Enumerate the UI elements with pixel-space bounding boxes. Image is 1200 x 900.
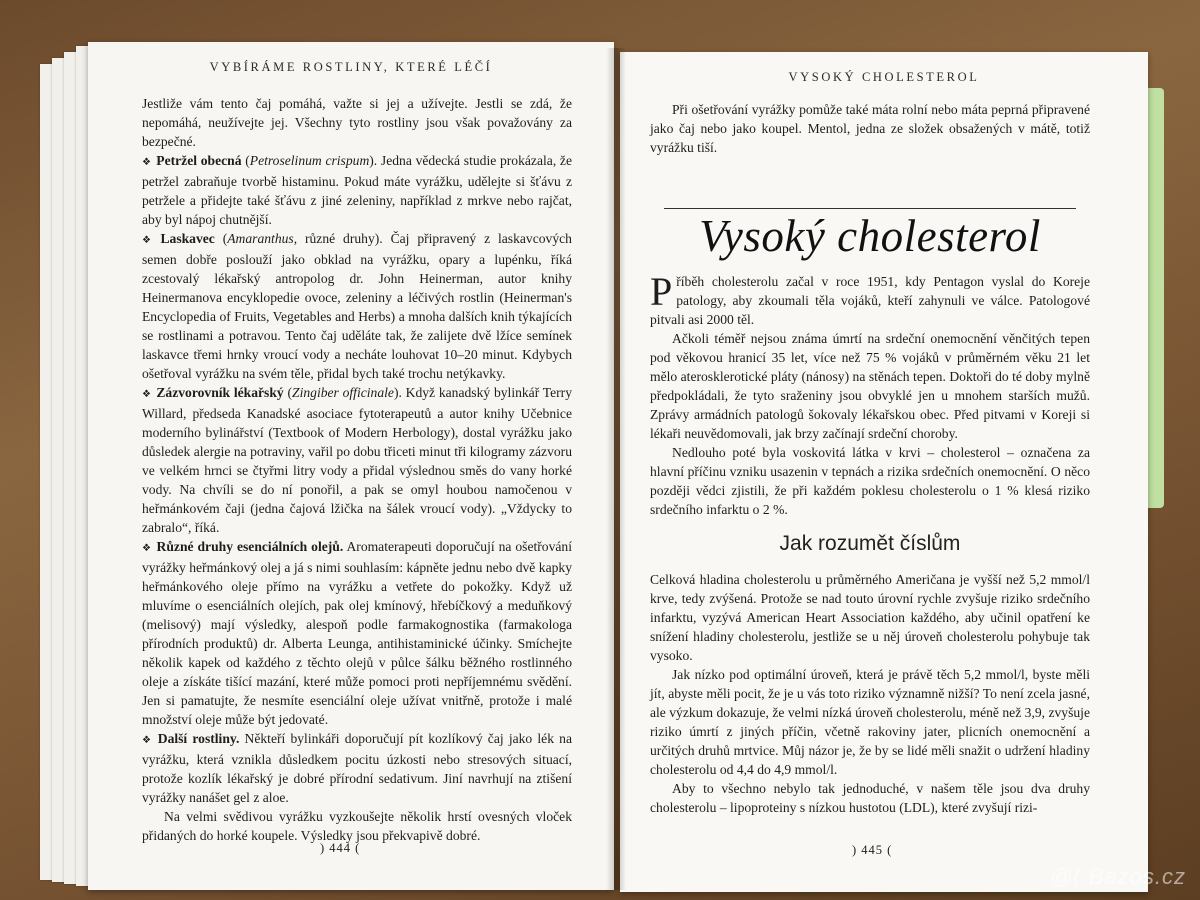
right-intro-paragraph: Při ošetřování vyrážky pomůže také máta rolní nebo máta peprná připravené jako čaj nebo jako koupel. Mentol, jedna ze složek obsažených v mátě, totiž vyrážku tiší. (650, 102, 1090, 155)
herb-entry-ginger: ❖ Zázvorovník lékařský (Zingiber officinale). Když kanadský bylinkář Terry Willard, předseda Kanadské asociace fytoterapeutů a autor knihy Učebnice moderního bylinářství (Textbook of Modern Herbology), dostal vyrážku jako důsledek alergie na potraviny, vařil po dobu třiceti minut tři kilogramy zázvoru ve velkém hrnci se čtyřmi litry vody a přidal výslednou směs do vany horké vody. Na chvíli se do ní ponořil, a pak se omyl houbou namočenou v heřmánkovém čaji (jedna čajová lžička na šálek vroucí vody). „Vždycky to zabralo“, říká. (142, 385, 572, 535)
section-paragraph: Jak nízko pod optimální úroveň, která je právě těch 5,2 mmol/l, byste měli jít, abyste měli pocit, že je u vás toto riziko významně nižší? To není zcela jasné, ale výzkum dokazuje, že velmi nízká úroveň cholesterolu, méně než 3,9, zvyšuje riziko úmrtí z jiných příčin, včetně rakoviny jater, plicních onemocnění a určitých druhů mrtvice. Můj názor je, že by se lidé měli snažit o udržení hladiny cholesterolu od 4,4 do 4,9 mmol/l. (650, 667, 1090, 777)
left-closing-paragraph: Na velmi svědivou vyrážku vyzkoušejte několik hrstí ovesných vloček přidaných do horké koupele. Výsledky jsou překvapivě dobré. (142, 809, 572, 843)
bullet-icon: ❖ (142, 235, 156, 246)
left-running-head: VYBÍRÁME ROSTLINY, KTERÉ LÉČÍ (209, 60, 493, 74)
book-gutter-shadow (606, 48, 626, 890)
bullet-icon: ❖ (142, 735, 153, 746)
chapter-title: Vysoký cholesterol (699, 211, 1041, 261)
section-paragraph: Celková hladina cholesterolu u průměrného Američana je vyšší než 5,2 mmol/l krve, tedy zvýšená. Protože se nad touto úrovní rychle zvyšuje riziko srdečního infarktu, vyzývá American Heart Association každého, aby učinil opatření ke snížení hladiny cholesterolu, jestliže se u něj úroveň cholesterolu pohybuje tak vysoko. (650, 572, 1090, 663)
bullet-icon: ❖ (142, 543, 152, 554)
right-page-number: ) 445 ( (852, 843, 893, 857)
left-intro-paragraph: Jestliže vám tento čaj pomáhá, važte si jej a užívejte. Jestli se zdá, že nepomáhá, neužívejte jej. Všechny tyto rostliny jsou však považovány za bezpečné. (142, 96, 572, 149)
bullet-icon: ❖ (142, 389, 152, 400)
bullet-icon: ❖ (142, 157, 152, 168)
site-watermark: @( Bazos.cz (1049, 864, 1186, 889)
section-body (650, 570, 1090, 817)
section-subheading: Jak rozumět číslům (779, 532, 961, 555)
herb-entry-amaranth: ❖ Laskavec (Amaranthus, různé druhy). Čaj připravený z laskavcových semen dobře poslouží jako obklad na vyrážku, opary a lupénku, říká zcestovalý lékařský antropolog dr. John Heinerman, autor knihy Heinermanova encyklopedie ovoce, zeleniny a léčivých rostlin (Heinerman's Encyclopedia of Fruits, Vegetables and Herbs) a mnoha dalších knih týkajících se rostlinami a potravou. Tento čaj uděláte tak, že zalijete dvě lžíce semínek laskavce třemi hrnky vroucí vody a necháte louhovat 10–20 minut. Kdybych ošetřoval vyrážku na svém těle, přidal bych také trochu netýkavky. (142, 231, 572, 381)
right-running-head: VYSOKÝ CHOLESTEROL (788, 70, 980, 84)
left-page-number: ) 444 ( (320, 841, 361, 855)
herb-entry-essential-oils: ❖ Různé druhy esenciálních olejů. Aromaterapeuti doporučují na ošetřování vyrážky heřmánkový olej a já s nimi souhlasím: kápněte jednu nebo dvě kapky heřmánkového oleje přímo na vyrážku a vetřete do pokožky. Když už mluvíme o esenciálních olejích, pak olej kmínový, hřebíčkový a meduňkový (melisový) mají výsledky, alespoň podle farmakognostika (farmakologa přírodních produktů) dr. Alberta Leunga, antihistaminické účinky. Smíchejte několik kapek od každého z těchto olejů v půlce šálku běžného rostlinného oleje a získáte tišící mazání, které může pomoci proti nepříjemnému svědění. Jen si pamatujte, že nesmíte esenciální oleje užívat vnitřně, protože i malé množství oleje může být jedovaté. (142, 539, 572, 727)
right-intro (650, 100, 1090, 157)
left-page (88, 42, 614, 890)
herb-entry-other-plants: ❖ Další rostliny. Někteří bylinkáři doporučují pít kozlíkový čaj jako lék na vyrážku, která vznikla důsledkem pocitu úzkosti nebo stresových situací, protože kozlík lékařský je dobré přírodní sedativum. Jiní navrhují na ztišení vyrážky nanášet gel z aloe. (142, 731, 573, 805)
chapter-paragraph: Nedlouho poté byla voskovitá látka v krvi – cholesterol – označena za hlavní příčinu vzniku usazenin v tepnách a rizika srdečních onemocnění. O něco později vědci zjistili, že při každém poklesu cholesterolu o 1 % klesá riziko srdečního infarktu o 2 %. (650, 445, 1090, 517)
chapter-paragraph: Příběh cholesterolu začal v roce 1951, kdy Pentagon vyslal do Koreje patology, aby zkoumali těla vojáků, kteří zahynuli ve válce. Patologové pitvali asi 2000 těl. (650, 269, 1090, 327)
chapter-rule (664, 208, 1076, 209)
chapter-body (650, 269, 1090, 519)
chapter-paragraph: Ačkoli téměř nejsou známa úmrtí na srdeční onemocnění věnčitých tepen pod věkovou hranicí 35 let, více než 75 % vojáků v průměrném věku 21 let mělo aterosklerotické pláty (nánosy) na stěnách tepen. Doktoři do té doby mylně předpokládali, že tyto sraženiny jsou obvyklé jen u mnohem starších mužů. Zprávy armádních patologů šokovaly lékařskou obec. Před pitvami v Koreji si lékaři neuvědomovali, jak brzy začínají srdeční choroby. (650, 331, 1090, 441)
right-page (620, 52, 1148, 892)
left-body (142, 94, 572, 845)
drop-cap: P (650, 269, 673, 314)
herb-entry-parsley: ❖ Petržel obecná (Petroselinum crispum). Jedna vědecká studie prokázala, že petržel zabraňuje tvorbě histaminu. Pokud máte vyrážku, udělejte si šťávu z petržele a přidejte také šťávu z jiné zeleniny, například z mrkve nebo rajčat, aby byl nápoj chutnější. (142, 153, 572, 227)
section-paragraph: Aby to všechno nebylo tak jednoduché, v našem těle jsou dva druhy cholesterolu – lipoproteiny s nízkou hustotou (LDL), které zvyšují rizi- (650, 781, 1090, 815)
